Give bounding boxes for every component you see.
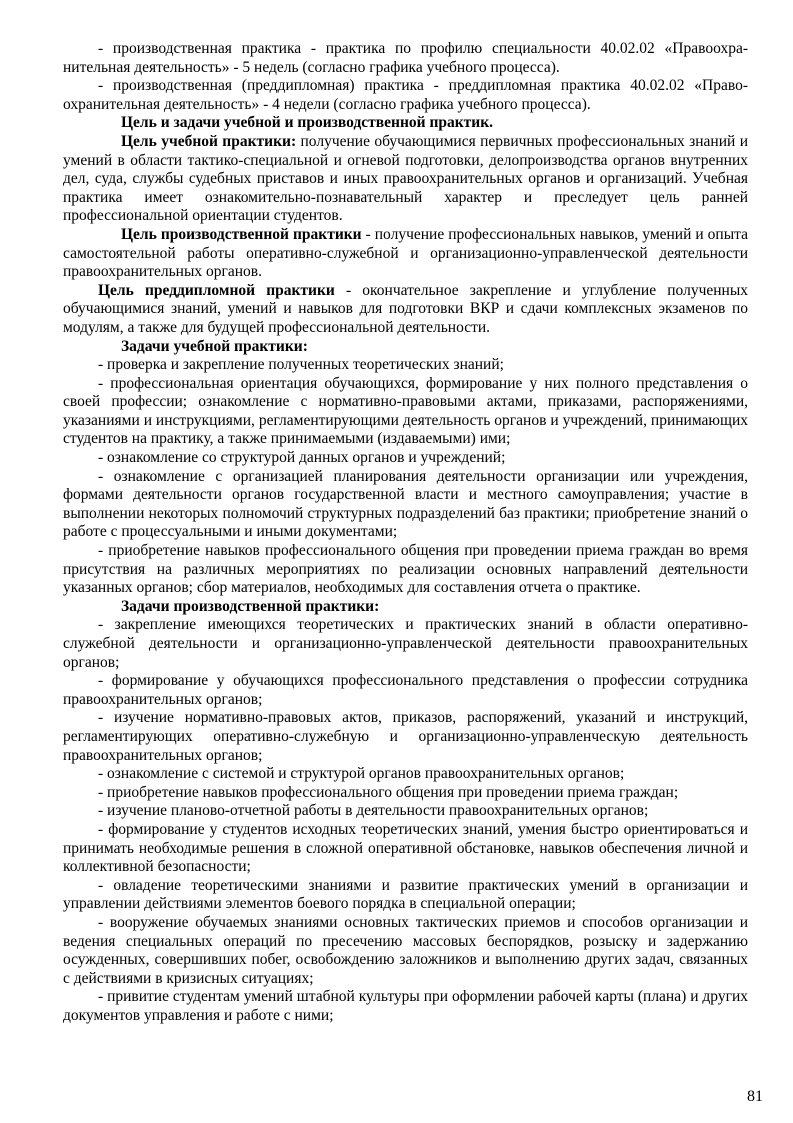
paragraph-text: - приобретение навыков профессионального общения при проведении приема граждан во время присутствия на различных мероприятиях по реализации основных направлений деятельности указанных органов; сбор материалов, необходимых для составления отчета о практике. xyxy=(63,542,748,597)
heading-tasks-study-practice xyxy=(63,338,748,357)
paragraph-text: получение обучающимися первичных профессиональных знаний и умений в области тактико-специальной и огневой подготовки, делопроизводства органов внутренних дел, суда, службы судебных приставов и иных правоохранительных органов и организаций. Учебная практика имеет ознакомительно-познавательный характер и преследует цель ранней профессиональной ориентации студентов. xyxy=(63,132,748,225)
list-item xyxy=(63,468,748,542)
paragraph-text: - профессиональная ориентация обучающихся, формирование у них полного представления о своей профессии; ознакомление с нормативно-правовыми актами, приказами, распоряжениями, указаниями и инструкциями, регламентирующими деятельность органов и учреждений, принимающих студентов на практику, а также принимаемыми (издаваемыми) ими; xyxy=(63,374,748,448)
heading-tasks-production-practice xyxy=(63,598,748,617)
paragraph-text: - производственная (преддипломная) практика - преддипломная практика 40.02.02 «Правоохранительная деятельность» - 4 недели (согласно графика учебного процесса). xyxy=(63,77,748,113)
paragraph-text: - привитие студентам умений штабной культуры при оформлении рабочей карты (плана) и других документов управления и работе с ними; xyxy=(63,988,748,1024)
list-item xyxy=(63,616,748,672)
paragraph-bold: Цель учебной практики: xyxy=(121,132,297,150)
list-item xyxy=(63,765,748,784)
paragraph-bold: Задачи производственной практики: xyxy=(121,597,380,615)
paragraph-text: - получение профессиональных навыков, умений и опыта самостоятельной работы оперативно-служебной и организационно-управленческой деятельности правоохранительных органов. xyxy=(63,225,748,281)
paragraph-text: - ознакомление со структурой данных органов и учреждений; xyxy=(98,449,506,467)
list-item xyxy=(63,449,748,468)
paragraph-goal-production-practice xyxy=(63,226,748,282)
paragraph-text: - ознакомление с системой и структурой органов правоохранительных органов; xyxy=(98,765,625,783)
paragraph-practice-prediploma xyxy=(63,77,748,114)
list-item xyxy=(63,375,748,449)
paragraph-text: - вооружение обучаемых знаниями основных тактических приемов и способов организации и ведения специальных операций по пресечению массовых беспорядков, розыску и задержанию осужденных, совершивших побег, освобождению заложников и выполнению других задач, связанных с действиями в кризисных ситуациях; xyxy=(63,913,748,987)
paragraph-goal-study-practice xyxy=(63,133,748,226)
paragraph-text: - изучение нормативно-правовых актов, приказов, распоряжений, указаний и инструкций, регламентирующих оперативно-служебную и организационно-управленческую деятельность правоохранительных органов; xyxy=(63,709,748,764)
paragraph-bold: Цель преддипломной практики xyxy=(98,281,335,299)
paragraph-text: - приобретение навыков профессионального общения при проведении приема граждан; xyxy=(98,783,679,801)
list-item xyxy=(63,709,748,765)
heading-goals-and-tasks xyxy=(63,114,748,133)
list-item xyxy=(63,542,748,598)
paragraph-bold: Цель и задачи учебной и производственной практик. xyxy=(121,114,494,132)
list-item xyxy=(63,914,748,988)
list-item xyxy=(63,821,748,877)
paragraph-text: - ознакомление с организацией планирования деятельности организации или учреждения, формами деятельности органов государственной власти и местного самоуправления; участие в выполнении некоторых полномочий структурных подразделений баз практики; приобретение знаний о работе с процессуальными и иными документами; xyxy=(63,467,748,541)
list-item xyxy=(63,877,748,914)
paragraph-bold: Цель производственной практики xyxy=(121,225,362,243)
paragraph-text: - изучение планово-отчетной работы в деятельности правоохранительных органов; xyxy=(98,802,649,820)
paragraph-text: - производственная практика - практика по профилю специальности 40.02.02 «Правоохранительная деятельность» - 5 недель (согласно графика учебного процесса). xyxy=(63,40,748,76)
list-item xyxy=(63,802,748,821)
paragraph-practice-profile xyxy=(63,40,748,77)
list-item xyxy=(63,672,748,709)
paragraph-text: - формирование у студентов исходных теоретических знаний, умения быстро ориентироваться и принимать необходимые решения в сложной оперативной обстановке, навыков обеспечения личной и коллективной безопасности; xyxy=(63,820,748,876)
paragraph-goal-prediploma-practice xyxy=(63,282,748,338)
paragraph-text: - формирование у обучающихся профессионального представления о профессии сотрудника правоохранительных органов; xyxy=(63,672,748,708)
list-item xyxy=(63,784,748,803)
paragraph-text: - проверка и закрепление полученных теоретических знаний; xyxy=(98,356,504,374)
list-item xyxy=(63,988,748,1025)
paragraph-text: - овладение теоретическими знаниями и развитие практических умений в организации и управлении действиями элементов боевого порядка в специальной операции; xyxy=(63,876,748,913)
page-number: 81 xyxy=(747,1088,763,1105)
paragraph-text: - закрепление имеющихся теоретических и практических знаний в области оперативно-служебной деятельности и организационно-управленческой деятельности правоохранительных органов; xyxy=(63,616,748,671)
paragraph-bold: Задачи учебной практики: xyxy=(121,337,308,355)
list-item xyxy=(63,356,748,375)
paragraph-text: - окончательное закрепление и углубление полученных обучающимися знаний, умений и навыков для подготовки ВКР и сдачи комплексных экзаменов по модулям, а также для будущей профессиональной деятельности. xyxy=(63,281,748,336)
